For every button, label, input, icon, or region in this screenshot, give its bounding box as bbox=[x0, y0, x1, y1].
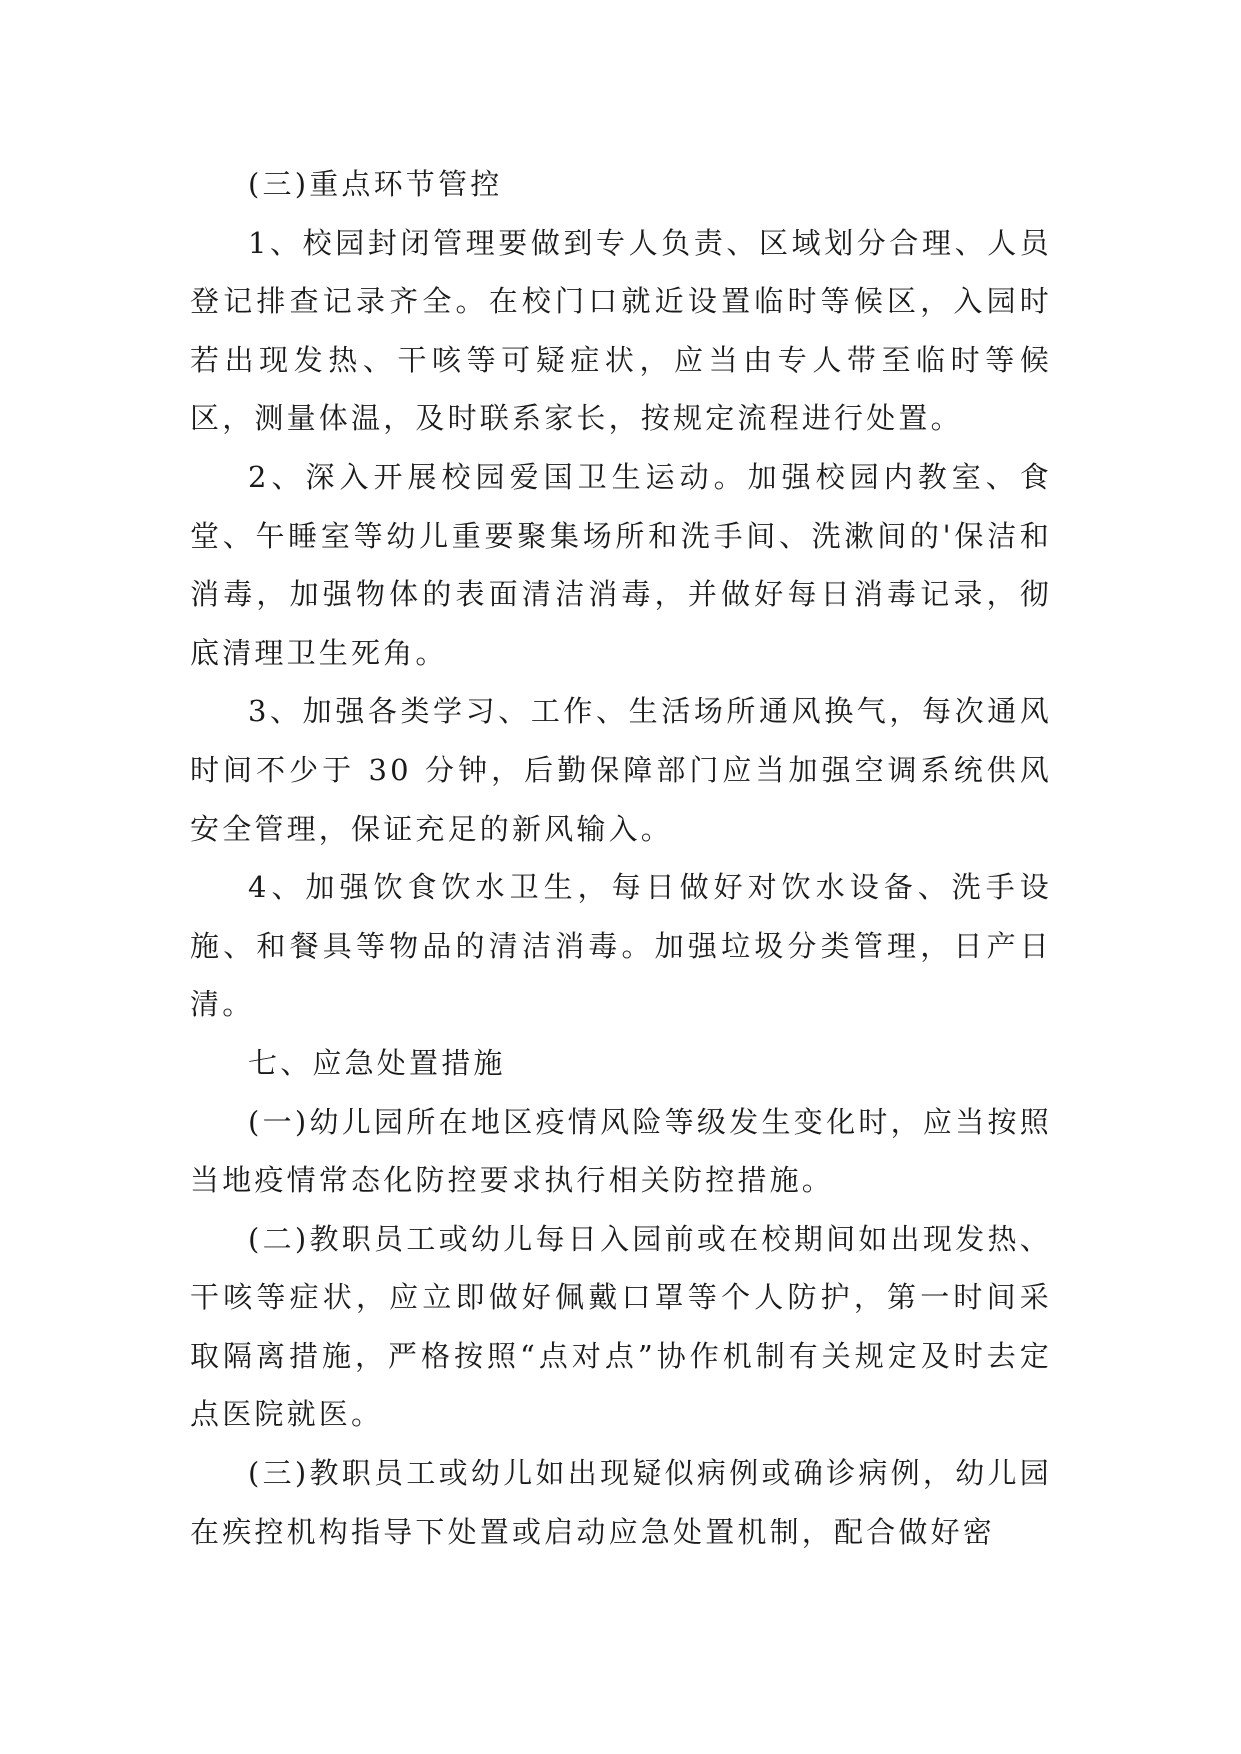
paragraph-campus-closure: 1、校园封闭管理要做到专人负责、区域划分合理、人员登记排查记录齐全。在校门口就近设置临时等候区，入园时若出现发热、干咳等可疑症状，应当由专人带至临时等候区，测量体温，及时联系家长，按规定流程进行处置。 bbox=[190, 225, 1052, 436]
document-body bbox=[190, 155, 1052, 1561]
section-heading-emergency: 七、应急处置措施 bbox=[248, 1045, 506, 1080]
paragraph-suspected-cases: (三)教职员工或幼儿如出现疑似病例或确诊病例，幼儿园在疾控机构指导下处置或启动应急处置机制，配合做好密 bbox=[190, 1456, 1052, 1549]
paragraph-ventilation: 3、加强各类学习、工作、生活场所通风换气，每次通风时间不少于 30 分钟，后勤保障部门应当加强空调系统供风安全管理，保证充足的新风输入。 bbox=[190, 694, 1052, 846]
paragraph-risk-level: (一)幼儿园所在地区疫情风险等级发生变化时，应当按照当地疫情常态化防控要求执行相关防控措施。 bbox=[190, 1104, 1052, 1198]
paragraph-symptoms: (二)教职员工或幼儿每日入园前或在校期间如出现发热、干咳等症状，应立即做好佩戴口罩等个人防护，第一时间采取隔离措施，严格按照“点对点”协作机制有关规定及时去定点医院就医。 bbox=[190, 1221, 1052, 1432]
section-heading-key-links: (三)重点环节管控 bbox=[248, 167, 503, 201]
paragraph-food-water: 4、加强饮食饮水卫生，每日做好对饮水设备、洗手设施、和餐具等物品的清洁消毒。加强垃圾分类管理，日产日清。 bbox=[190, 870, 1052, 1022]
paragraph-hygiene-campaign: 2、深入开展校园爱国卫生运动。加强校园内教室、食堂、午睡室等幼儿重要聚集场所和洗手间、洗漱间的'保洁和消毒，加强物体的表面清洁消毒，并做好每日消毒记录，彻底清理卫生死角。 bbox=[190, 459, 1052, 670]
